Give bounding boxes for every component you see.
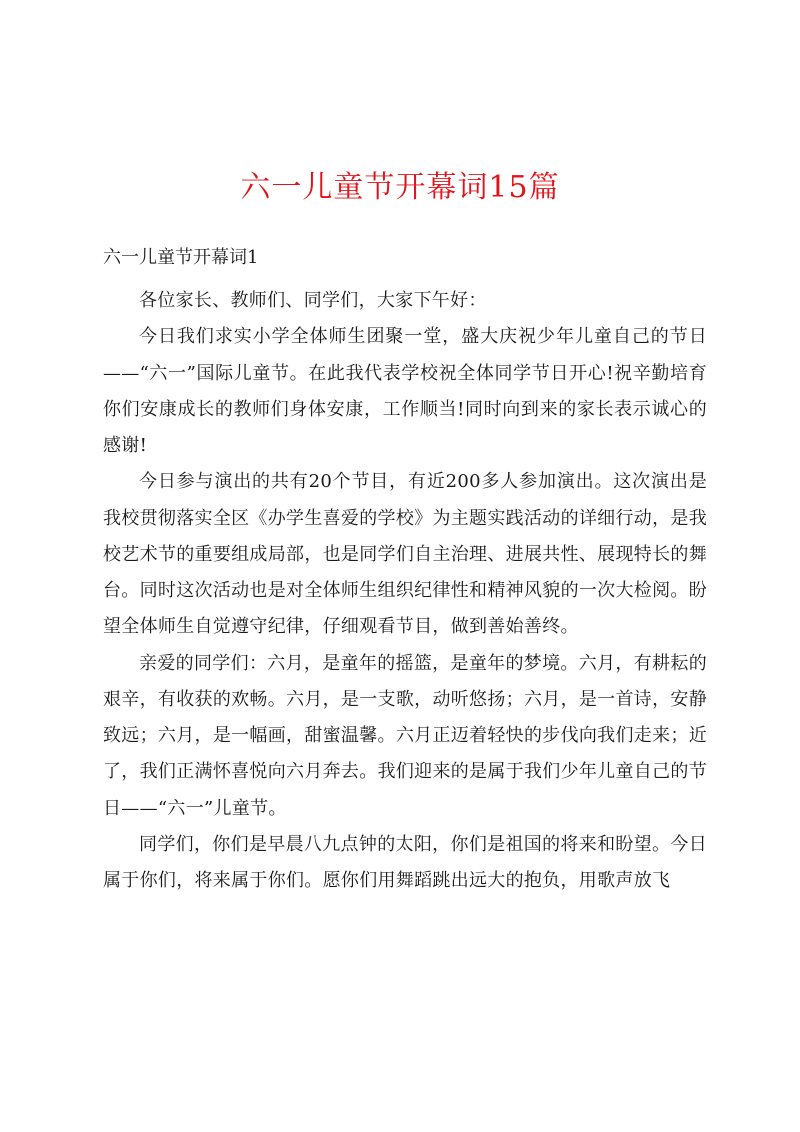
section-heading: 六一儿童节开幕词1 — [103, 247, 259, 268]
paragraph-greeting: 各位家长、教师们、同学们，大家下午好： — [139, 290, 487, 311]
paragraph-students: 同学们，你们是早晨八九点钟的太阳，你们是祖国的将来和盼望。今日属于你们，将来属于你们。愿你们用舞蹈跳出远大的抱负，用歌声放飞 — [103, 833, 707, 891]
document-body — [103, 283, 707, 899]
paragraph-performance: 今日参与演出的共有20个节目，有近200多人参加演出。这次演出是我校贯彻落实全区《办学生喜爱的学校》为主题实践活动的详细行动，是我校艺术节的重要组成局部，也是同学们自主治理、进展共性、展现特长的舞台。同时这次活动也是对全体师生组织纪律性和精神风貌的一次大检阅。盼望全体师生自觉遵守纪律，仔细观看节目，做到善始善终。 — [103, 471, 707, 638]
paragraph-opening: 今日我们求实小学全体师生团聚一堂，盛大庆祝少年儿童自己的节日——“六一”国际儿童节。在此我代表学校祝全体同学节日开心!祝辛勤培育你们安康成长的教师们身体安康，工作顺当!同时向到来的家长表示诚心的感谢! — [103, 326, 707, 456]
paragraph-june: 亲爱的同学们：六月，是童年的摇篮，是童年的梦境。六月，有耕耘的艰辛，有收获的欢畅。六月，是一支歌，动听悠扬；六月，是一首诗，安静致远；六月，是一幅画，甜蜜温馨。六月正迈着轻快的步伐向我们走来；近了，我们正满怀喜悦向六月奔去。我们迎来的是属于我们少年儿童自己的节日——“六一”儿童节。 — [103, 652, 707, 819]
page-title: 六一儿童节开幕词15篇 — [240, 170, 560, 205]
